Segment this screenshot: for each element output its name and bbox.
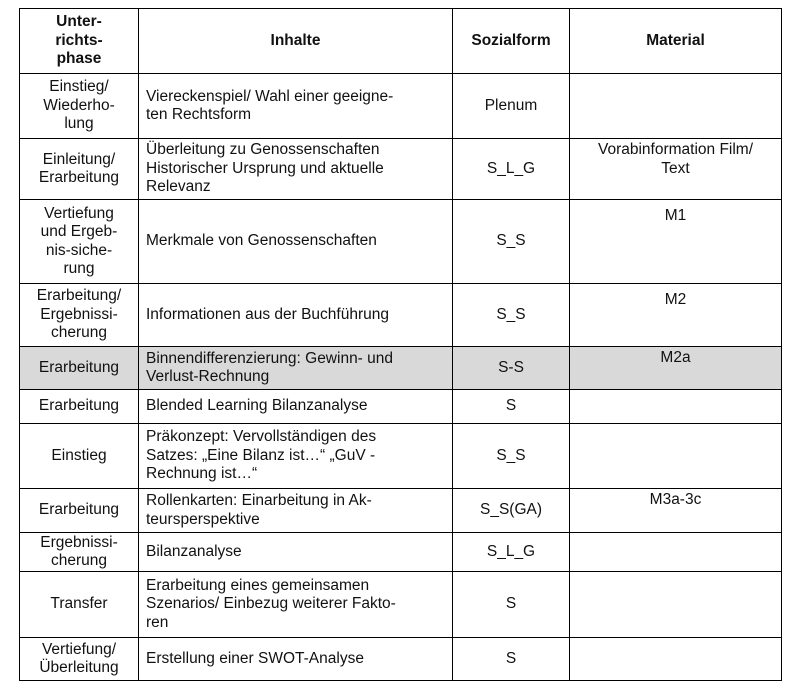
header-phase: Unter- richts- phase [20, 9, 139, 74]
lesson-plan-table [19, 8, 782, 681]
header-social: Sozialform [453, 9, 570, 74]
material-cell [570, 572, 782, 638]
content-cell: Erarbeitung eines gemeinsamen Szenarios/ Einbezug weiterer Fakto- ren [139, 572, 453, 638]
content-cell: Erstellung einer SWOT-Analyse [139, 638, 453, 681]
table-row [20, 572, 782, 638]
social-cell: S_S [453, 200, 570, 284]
table-row [20, 284, 782, 347]
social-cell: S_L_G [453, 533, 570, 572]
phase-cell: Erarbeitung/ Ergebnissi- cherung [20, 284, 139, 347]
content-cell: Merkmale von Genossenschaften [139, 200, 453, 284]
content-cell: Präkonzept: Vervollständigen des Satzes: „Eine Bilanz ist…“ „GuV - Rechnung ist…“ [139, 424, 453, 489]
social-cell: S_S(GA) [453, 489, 570, 533]
material-cell: M2a [570, 347, 782, 390]
material-cell [570, 533, 782, 572]
table-row [20, 74, 782, 139]
phase-cell: Ergebnissi- cherung [20, 533, 139, 572]
table-row [20, 638, 782, 681]
social-cell: S [453, 390, 570, 424]
content-cell: Rollenkarten: Einarbeitung in Ak- teursperspektive [139, 489, 453, 533]
social-cell: S_L_G [453, 139, 570, 200]
material-cell [570, 74, 782, 139]
content-cell: Viereckenspiel/ Wahl einer geeigne- ten Rechtsform [139, 74, 453, 139]
social-cell: S [453, 638, 570, 681]
table-row [20, 533, 782, 572]
material-cell: M2 [570, 284, 782, 347]
phase-cell: Vertiefung und Ergeb- nis-siche- rung [20, 200, 139, 284]
header-material: Material [570, 9, 782, 74]
social-cell: S-S [453, 347, 570, 390]
social-cell: S_S [453, 424, 570, 489]
social-cell: S_S [453, 284, 570, 347]
phase-cell: Einleitung/ Erarbeitung [20, 139, 139, 200]
material-cell [570, 424, 782, 489]
material-cell [570, 390, 782, 424]
phase-cell: Erarbeitung [20, 390, 139, 424]
phase-cell: Erarbeitung [20, 347, 139, 390]
table-row [20, 489, 782, 533]
social-cell: S [453, 572, 570, 638]
phase-cell: Transfer [20, 572, 139, 638]
content-cell: Blended Learning Bilanzanalyse [139, 390, 453, 424]
table-row [20, 390, 782, 424]
material-cell: M3a-3c [570, 489, 782, 533]
phase-cell: Erarbeitung [20, 489, 139, 533]
social-cell: Plenum [453, 74, 570, 139]
table-row [20, 200, 782, 284]
content-cell: Binnendifferenzierung: Gewinn- und Verlust-Rechnung [139, 347, 453, 390]
phase-cell: Einstieg/ Wiederho- lung [20, 74, 139, 139]
header-row [20, 9, 782, 74]
content-cell: Informationen aus der Buchführung [139, 284, 453, 347]
material-cell [570, 638, 782, 681]
header-content: Inhalte [139, 9, 453, 74]
table-row [20, 139, 782, 200]
table-row [20, 424, 782, 489]
content-cell: Bilanzanalyse [139, 533, 453, 572]
material-cell: M1 [570, 200, 782, 284]
table-row [20, 347, 782, 390]
phase-cell: Einstieg [20, 424, 139, 489]
material-cell: Vorabinformation Film/ Text [570, 139, 782, 200]
phase-cell: Vertiefung/ Überleitung [20, 638, 139, 681]
content-cell: Überleitung zu Genossenschaften Historischer Ursprung und aktuelle Relevanz [139, 139, 453, 200]
